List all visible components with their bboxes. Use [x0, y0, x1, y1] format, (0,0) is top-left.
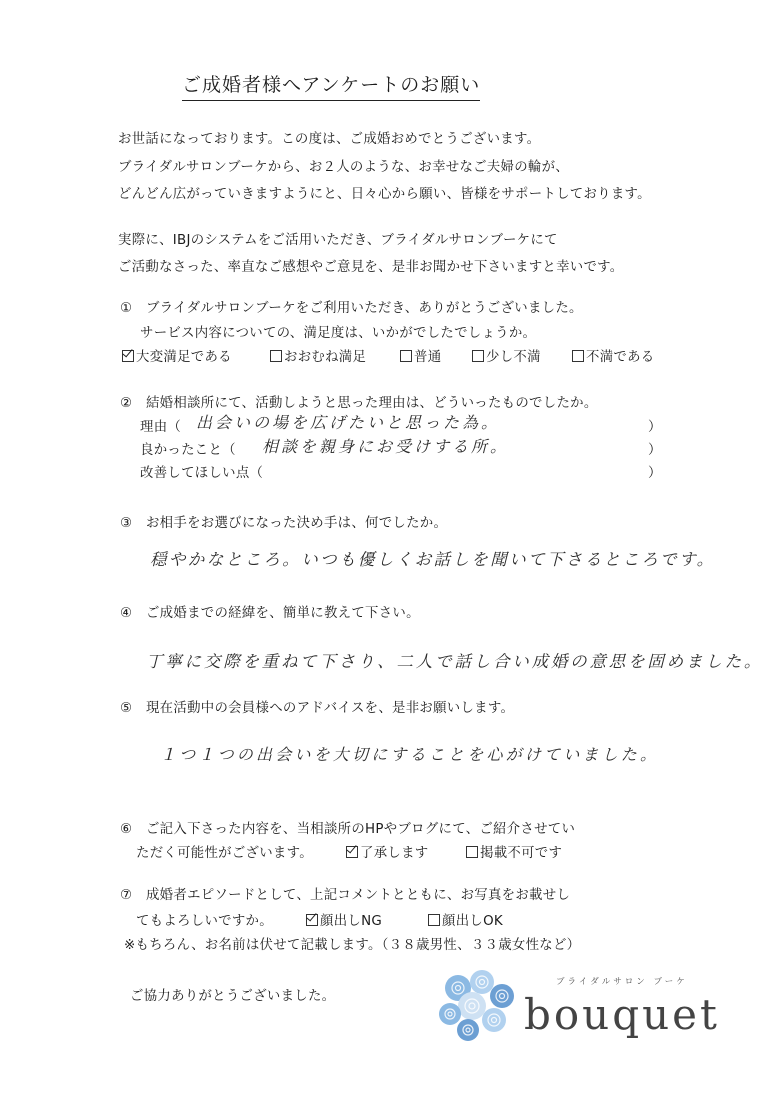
q1-option-mostly-satisfied[interactable]: おおむね満足: [270, 346, 366, 365]
q2-close-paren: ）: [648, 420, 662, 435]
q7-option-face-ng[interactable]: 顔出しNG: [306, 910, 382, 929]
q2-close-paren: ）: [648, 443, 662, 458]
page-title: ご成婚者様へアンケートのお願い: [182, 70, 480, 101]
q7-question: ⑦ 成婚者エピソードとして、上記コメントとともに、お写真をお載せし: [120, 888, 571, 903]
q6-option-decline[interactable]: 掲載不可です: [466, 842, 562, 861]
q5-question: ⑤ 現在活動中の会員様へのアドバイスを、是非お願いします。: [120, 701, 515, 716]
q1-question: ① ブライダルサロンブーケをご利用いただき、ありがとうございました。: [120, 301, 583, 316]
q1-option-dissatisfied[interactable]: 不満である: [572, 346, 654, 365]
checkbox-icon[interactable]: [572, 350, 584, 362]
closing-thanks: ご協力ありがとうございました。: [130, 989, 336, 1004]
q2-label-improvements: 改善してほしい点（: [140, 466, 264, 481]
q5-answer: １つ１つの出会いを大切にすることを心がけていました。: [160, 745, 660, 764]
q2-answer-good-points: 相談を親身にお受けする所。: [262, 437, 510, 456]
q2-answer-reason: 出会いの場を広げたいと思った為。: [196, 413, 501, 432]
checkbox-icon[interactable]: [472, 350, 484, 362]
q3-answer: 穏やかなところ。いつも優しくお話しを聞いて下さるところです。: [150, 550, 716, 569]
q4-answer: 丁寧に交際を重ねて下さり、二人で話し合い成婚の意思を固めました。: [146, 652, 764, 671]
checkbox-icon[interactable]: [270, 350, 282, 362]
checkbox-icon[interactable]: [466, 846, 478, 858]
q6-question-sub: ただく可能性がございます。: [136, 846, 313, 861]
logo-wordmark: bouquet: [524, 990, 720, 1039]
q1-option-very-satisfied[interactable]: 大変満足である: [122, 346, 232, 365]
intro-line: ご活動なさった、率直なご感想やご意見を、是非お聞かせ下さいますと幸いです。: [118, 260, 624, 275]
checkbox-checked-icon[interactable]: [122, 350, 134, 362]
q2-close-paren: ）: [648, 466, 662, 481]
q7-note: ※もちろん、お名前は伏せて記載します。（３８歳男性、３３歳女性など）: [124, 938, 581, 953]
intro-line: 実際に、IBJのシステムをご活用いただき、ブライダルサロンブーケにて: [118, 233, 558, 248]
q6-question: ⑥ ご記入下さった内容を、当相談所のHPやブログにて、ご紹介させてい: [120, 822, 576, 837]
q3-question: ③ お相手をお選びになった決め手は、何でしたか。: [120, 516, 448, 531]
q2-label-good-points: 良かったこと（: [140, 443, 236, 458]
q2-label-reason: 理由（: [140, 420, 182, 435]
q1-option-slightly-dissatisfied[interactable]: 少し不満: [472, 346, 541, 365]
q6-option-approve[interactable]: 了承します: [346, 842, 428, 861]
logo-subtitle: ブライダルサロン ブーケ: [556, 977, 688, 987]
checkbox-checked-icon[interactable]: [306, 914, 318, 926]
rose-bouquet-logo-icon: [436, 968, 520, 1044]
intro-line: お世話になっております。この度は、ご成婚おめでとうございます。: [118, 132, 541, 147]
q7-question-sub: てもよろしいですか。: [136, 914, 273, 929]
q1-option-normal[interactable]: 普通: [400, 346, 441, 365]
q4-question: ④ ご成婚までの経緯を、簡単に教えて下さい。: [120, 606, 420, 621]
q1-question-sub: サービス内容についての、満足度は、いかがでしたでしょうか。: [140, 326, 537, 341]
checkbox-icon[interactable]: [428, 914, 440, 926]
q2-question: ② 結婚相談所にて、活動しようと思った理由は、どういったものでしたか。: [120, 396, 598, 411]
q7-option-face-ok[interactable]: 顔出しOK: [428, 910, 503, 929]
checkbox-icon[interactable]: [400, 350, 412, 362]
intro-line: ブライダルサロンブーケから、お２人のような、お幸せなご夫婦の輪が、: [118, 160, 569, 175]
intro-line: どんどん広がっていきますようにと、日々心から願い、皆様をサポートしております。: [118, 187, 651, 202]
checkbox-checked-icon[interactable]: [346, 846, 358, 858]
